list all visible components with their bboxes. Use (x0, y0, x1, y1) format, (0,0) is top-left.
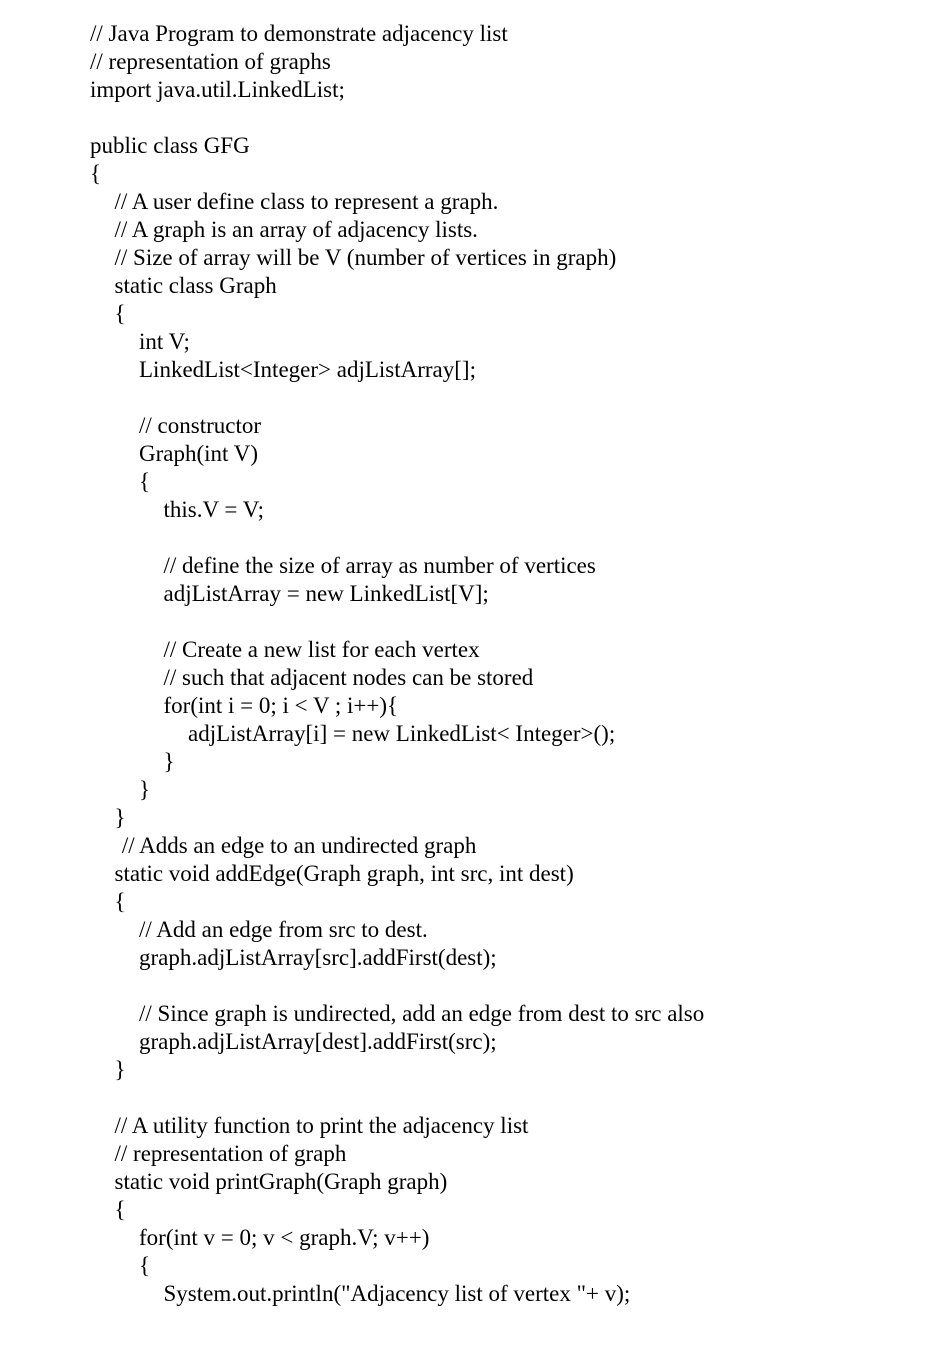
code-line (90, 608, 910, 636)
code-line (90, 384, 910, 412)
code-line: // representation of graph (114, 1141, 347, 1166)
code-line: { (114, 1197, 126, 1222)
code-line: LinkedList<Integer> adjListArray[]; (139, 357, 476, 382)
code-line: // Add an edge from src to dest. (139, 917, 428, 942)
code-line: } (114, 1057, 126, 1082)
code-line: this.V = V; (163, 497, 265, 522)
code-line: for(int v = 0; v < graph.V; v++) (139, 1225, 430, 1250)
code-line (90, 1084, 910, 1112)
code-line: { (90, 161, 102, 186)
code-line: // A user define class to represent a graph. (114, 189, 499, 214)
code-line: int V; (139, 329, 190, 354)
code-line: // A graph is an array of adjacency lists. (114, 217, 478, 242)
code-line: adjListArray = new LinkedList[V]; (163, 581, 489, 606)
code-line: { (139, 1253, 151, 1278)
code-line (90, 104, 910, 132)
code-line: adjListArray[i] = new LinkedList< Integer>(); (188, 721, 616, 746)
code-line: import java.util.LinkedList; (90, 77, 345, 102)
code-line: static void addEdge(Graph graph, int src, int dest) (114, 861, 574, 886)
code-line: } (139, 777, 151, 802)
code-line: Graph(int V) (139, 441, 259, 466)
code-line: for(int i = 0; i < V ; i++){ (163, 693, 399, 718)
code-line: static class Graph (114, 273, 277, 298)
code-line: // constructor (139, 413, 261, 438)
code-line: // Create a new list for each vertex (163, 637, 480, 662)
code-line: // Java Program to demonstrate adjacency list (90, 21, 508, 46)
code-line: graph.adjListArray[dest].addFirst(src); (139, 1029, 497, 1054)
code-line: } (114, 805, 126, 830)
code-line: // representation of graphs (90, 49, 331, 74)
code-line: } (163, 749, 175, 774)
code-line: static void printGraph(Graph graph) (114, 1169, 448, 1194)
code-line: // define the size of array as number of vertices (163, 553, 596, 578)
code-line: // A utility function to print the adjacency list (114, 1113, 529, 1138)
code-line: { (114, 301, 126, 326)
code-line (90, 972, 910, 1000)
code-line: // Adds an edge to an undirected graph (121, 833, 477, 858)
code-line: graph.adjListArray[src].addFirst(dest); (139, 945, 497, 970)
code-line: // such that adjacent nodes can be stored (163, 665, 534, 690)
code-line: { (139, 469, 151, 494)
code-line: // Since graph is undirected, add an edge from dest to src also (139, 1001, 705, 1026)
code-line: // Size of array will be V (number of vertices in graph) (114, 245, 617, 270)
code-listing (90, 20, 910, 1308)
code-line: public class GFG (90, 133, 250, 158)
code-line: System.out.println("Adjacency list of vertex "+ v); (163, 1281, 631, 1306)
code-line (90, 524, 910, 552)
code-line: { (114, 889, 126, 914)
